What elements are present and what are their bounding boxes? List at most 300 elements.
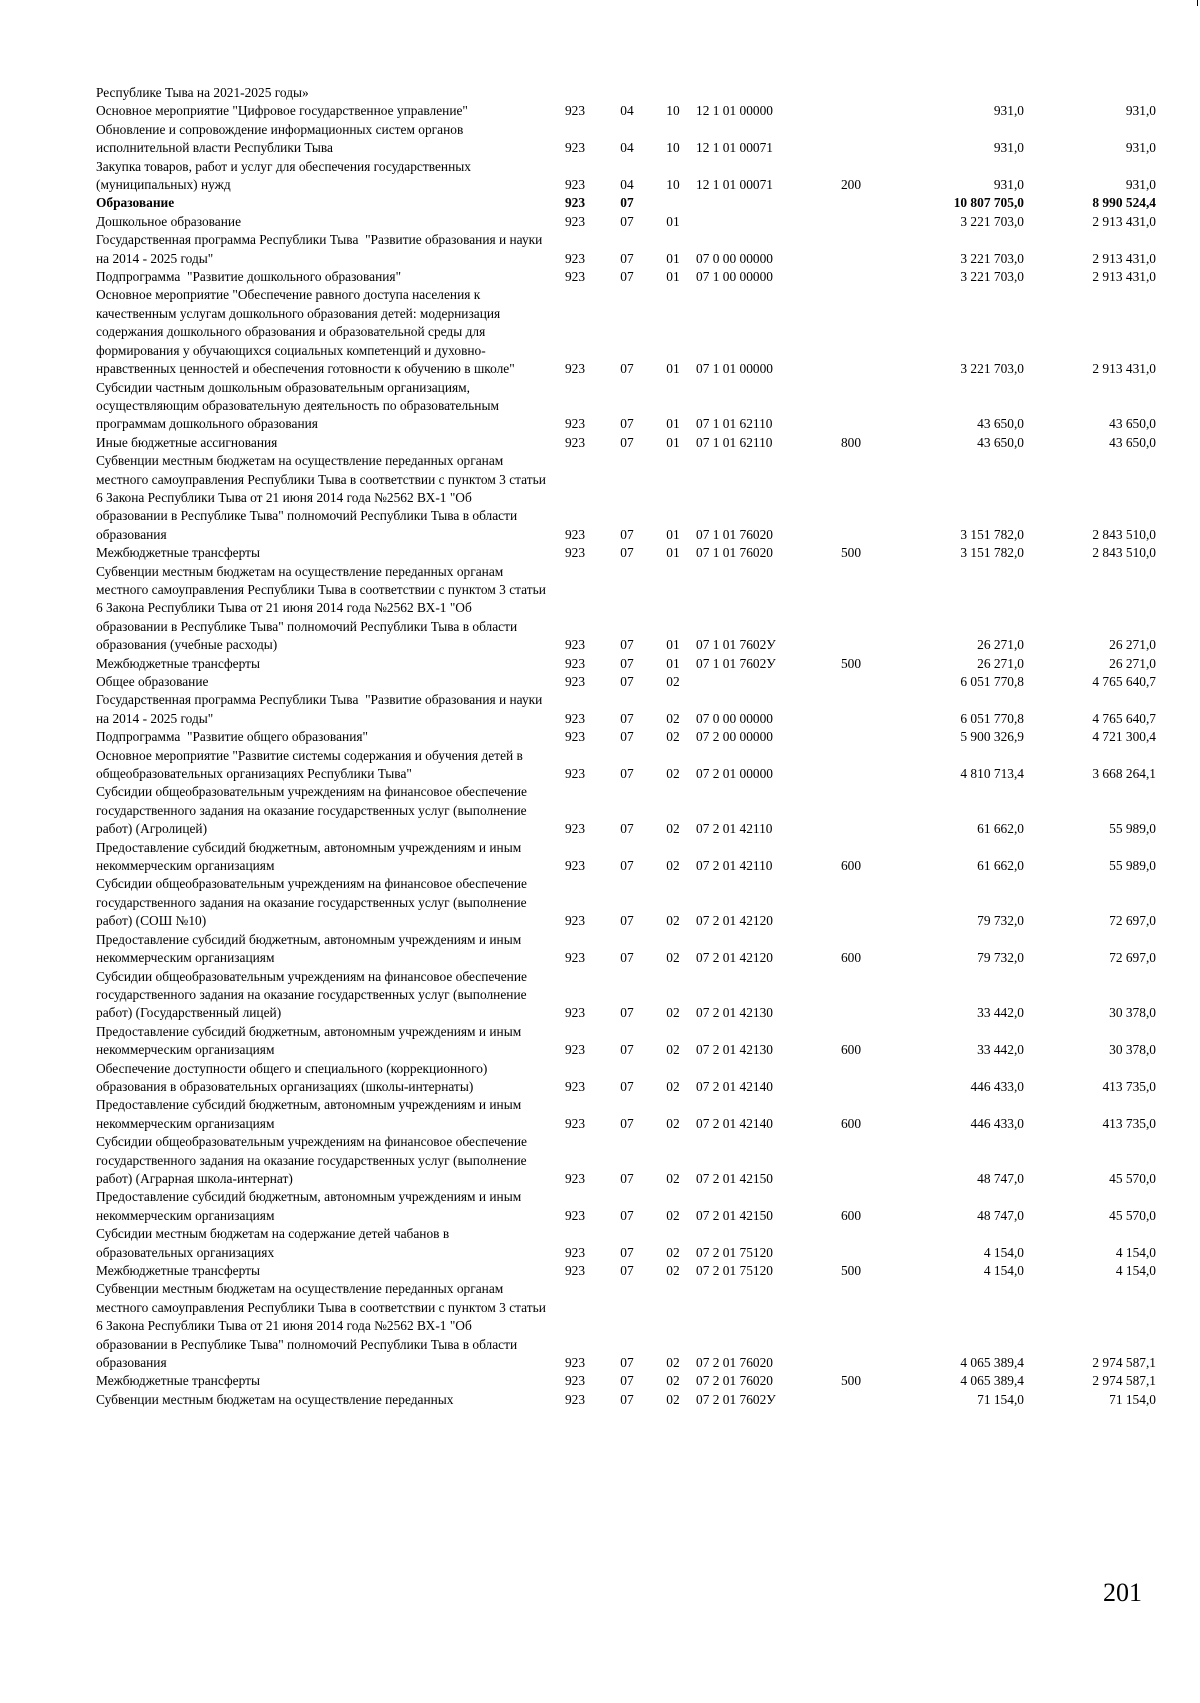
row-grbs: 923 bbox=[564, 1391, 586, 1407]
row-target-code: 07 1 01 76020 bbox=[696, 545, 773, 561]
row-name: Предоставление субсидий бюджетным, автономным учреждениям и иным некоммерческим организациям bbox=[96, 931, 525, 966]
row-section: 07 bbox=[620, 913, 634, 929]
row-subsection: 02 bbox=[666, 1078, 680, 1094]
row-name: Основное мероприятие "Цифровое государственное управление" bbox=[96, 103, 468, 119]
row-sum-year2: 43 650,0 bbox=[1109, 416, 1156, 432]
row-sum-year1: 6 051 770,8 bbox=[960, 674, 1024, 689]
row-subsection: 01 bbox=[666, 545, 680, 561]
row-expense-type: 600 bbox=[840, 1115, 862, 1131]
row-expense-type bbox=[828, 968, 874, 1023]
row-sum-year2: 413 735,0 bbox=[1102, 1078, 1156, 1094]
row-name: Образование bbox=[96, 195, 175, 211]
row-subsection: 01 bbox=[666, 213, 680, 229]
row-name: Субсидии общеобразовательным учреждениям на финансовое обеспечение государственного задания на оказание государственных услуг (выполнение работ) (СОШ №10) bbox=[96, 876, 531, 929]
row-expense-type bbox=[828, 875, 874, 930]
row-subsection: 01 bbox=[666, 269, 680, 285]
table-row bbox=[96, 1225, 1156, 1262]
row-subsection: 02 bbox=[666, 1355, 680, 1371]
row-expense-type: 800 bbox=[840, 434, 862, 450]
row-expense-type: 500 bbox=[840, 1263, 862, 1278]
row-sum-year2: 55 989,0 bbox=[1109, 858, 1156, 874]
row-sum-year2: 72 697,0 bbox=[1109, 913, 1156, 929]
row-grbs: 923 bbox=[564, 545, 586, 561]
row-sum-year2: 3 668 264,1 bbox=[1092, 766, 1156, 782]
row-sum-year1: 61 662,0 bbox=[977, 858, 1024, 874]
row-subsection: 02 bbox=[666, 1244, 680, 1260]
table-row bbox=[96, 747, 1156, 784]
row-subsection: 02 bbox=[666, 1042, 680, 1058]
row-sum-year1: 446 433,0 bbox=[970, 1115, 1024, 1131]
row-grbs: 923 bbox=[564, 821, 586, 837]
row-expense-type: 600 bbox=[840, 1207, 862, 1223]
row-section: 04 bbox=[620, 103, 634, 119]
budget-table bbox=[96, 84, 1156, 1409]
row-sum-year1: 4 065 389,4 bbox=[960, 1373, 1024, 1389]
row-section: 07 bbox=[620, 361, 634, 377]
row-sum-year2: 2 974 587,1 bbox=[1092, 1373, 1156, 1389]
row-section: 07 bbox=[620, 526, 634, 542]
row-grbs: 923 bbox=[564, 1244, 586, 1260]
row-sum-year2: 931,0 bbox=[1125, 140, 1156, 156]
table-row bbox=[96, 673, 1156, 691]
row-sum-year1: 5 900 326,9 bbox=[960, 729, 1024, 745]
row-sum-year1 bbox=[874, 84, 1024, 102]
row-grbs: 923 bbox=[564, 1115, 586, 1131]
row-subsection: 01 bbox=[666, 434, 680, 450]
budget-document bbox=[96, 84, 1156, 1409]
table-row bbox=[96, 286, 1156, 378]
row-name: Субсидии общеобразовательным учреждениям на финансовое обеспечение государственного задания на оказание государственных услуг (выполнение работ) (Государственный лицей) bbox=[96, 968, 531, 1021]
row-target-code: 07 2 01 42140 bbox=[696, 1115, 773, 1131]
row-target-code: 07 1 01 62110 bbox=[696, 416, 773, 432]
row-section bbox=[604, 84, 650, 102]
table-row bbox=[96, 194, 1156, 212]
row-target-code: 07 2 01 42120 bbox=[696, 950, 773, 966]
row-sum-year1: 61 662,0 bbox=[977, 821, 1024, 837]
row-sum-year2: 43 650,0 bbox=[1109, 434, 1156, 450]
row-section: 07 bbox=[620, 1373, 634, 1389]
row-target-code bbox=[696, 673, 828, 691]
row-sum-year2: 931,0 bbox=[1125, 177, 1156, 193]
table-row bbox=[96, 231, 1156, 268]
row-sum-year2: 71 154,0 bbox=[1109, 1391, 1156, 1407]
row-sum-year2: 55 989,0 bbox=[1109, 821, 1156, 837]
row-target-code: 12 1 01 00071 bbox=[696, 177, 773, 193]
table-row bbox=[96, 544, 1156, 562]
row-subsection: 01 bbox=[666, 526, 680, 542]
row-sum-year2: 2 913 431,0 bbox=[1092, 269, 1156, 285]
row-section: 07 bbox=[620, 1005, 634, 1021]
table-row bbox=[96, 1096, 1156, 1133]
table-row bbox=[96, 452, 1156, 544]
table-row bbox=[96, 1188, 1156, 1225]
row-sum-year1: 43 650,0 bbox=[977, 416, 1024, 432]
row-subsection: 02 bbox=[666, 1170, 680, 1186]
row-target-code: 12 1 01 00000 bbox=[696, 103, 773, 119]
row-sum-year1: 4 154,0 bbox=[983, 1263, 1024, 1278]
row-sum-year2: 4 721 300,4 bbox=[1092, 729, 1156, 745]
row-expense-type bbox=[828, 563, 874, 655]
table-row bbox=[96, 1280, 1156, 1372]
row-sum-year1: 79 732,0 bbox=[977, 950, 1024, 966]
row-section: 07 bbox=[620, 1263, 634, 1278]
row-subsection: 02 bbox=[666, 950, 680, 966]
row-target-code: 07 2 01 42120 bbox=[696, 913, 773, 929]
row-expense-type bbox=[828, 1060, 874, 1097]
row-subsection bbox=[650, 194, 696, 212]
row-sum-year1: 931,0 bbox=[993, 177, 1024, 193]
row-grbs: 923 bbox=[564, 1355, 586, 1371]
row-target-code: 07 2 01 75120 bbox=[696, 1263, 773, 1278]
row-grbs: 923 bbox=[564, 269, 586, 285]
row-name: Межбюджетные трансферты bbox=[96, 545, 260, 561]
row-grbs: 923 bbox=[564, 913, 586, 929]
row-section: 07 bbox=[620, 637, 634, 653]
table-row bbox=[96, 931, 1156, 968]
row-section: 07 bbox=[620, 1042, 634, 1058]
row-sum-year1: 71 154,0 bbox=[977, 1391, 1024, 1407]
row-target-code: 07 2 01 7602У bbox=[696, 1391, 776, 1407]
row-name: Предоставление субсидий бюджетным, автономным учреждениям и иным некоммерческим организациям bbox=[96, 839, 525, 874]
row-sum-year1: 3 221 703,0 bbox=[960, 250, 1024, 266]
row-target-code: 07 0 00 00000 bbox=[696, 710, 773, 726]
row-subsection bbox=[650, 84, 696, 102]
row-section: 07 bbox=[620, 1115, 634, 1131]
row-name: Предоставление субсидий бюджетным, автономным учреждениям и иным некоммерческим организациям bbox=[96, 1097, 525, 1131]
row-sum-year1: 931,0 bbox=[993, 140, 1024, 156]
row-sum-year2: 4 765 640,7 bbox=[1092, 674, 1156, 689]
table-row bbox=[96, 783, 1156, 838]
row-target-code: 07 1 01 62110 bbox=[696, 434, 773, 450]
row-sum-year2: 30 378,0 bbox=[1109, 1042, 1156, 1058]
table-row bbox=[96, 434, 1156, 452]
row-subsection: 01 bbox=[666, 250, 680, 266]
row-sum-year1: 6 051 770,8 bbox=[960, 710, 1024, 726]
row-name: Субсидии общеобразовательным учреждениям на финансовое обеспечение государственного задания на оказание государственных услуг (выполнение работ) (Аграрная школа-интернат) bbox=[96, 1134, 531, 1186]
row-name: Субсидии общеобразовательным учреждениям на финансовое обеспечение государственного задания на оказание государственных услуг (выполнение работ) (Агролицей) bbox=[96, 784, 531, 837]
row-subsection: 01 bbox=[666, 416, 680, 432]
row-target-code: 07 1 01 00000 bbox=[696, 361, 773, 377]
row-section: 07 bbox=[620, 213, 634, 229]
row-section: 07 bbox=[620, 821, 634, 837]
row-sum-year1: 3 151 782,0 bbox=[960, 545, 1024, 561]
row-target-code bbox=[696, 213, 828, 231]
row-sum-year2 bbox=[1024, 84, 1156, 102]
row-name: Иные бюджетные ассигнования bbox=[96, 434, 278, 450]
row-sum-year2: 931,0 bbox=[1125, 103, 1156, 119]
row-expense-type bbox=[828, 379, 874, 434]
table-row bbox=[96, 655, 1156, 673]
table-row bbox=[96, 563, 1156, 655]
row-subsection: 01 bbox=[666, 637, 680, 653]
row-expense-type bbox=[828, 1225, 874, 1262]
row-sum-year1: 79 732,0 bbox=[977, 913, 1024, 929]
row-subsection: 10 bbox=[666, 103, 680, 119]
row-expense-type bbox=[828, 268, 874, 286]
row-name: Общее образование bbox=[96, 674, 209, 689]
row-expense-type bbox=[828, 783, 874, 838]
row-name: Межбюджетные трансферты bbox=[96, 655, 260, 671]
row-name: Субсидии местным бюджетам на содержание детей чабанов в образовательных организациях bbox=[96, 1226, 453, 1260]
row-section: 07 bbox=[620, 1391, 634, 1407]
row-name: Дошкольное образование bbox=[96, 213, 242, 229]
row-grbs: 923 bbox=[564, 250, 586, 266]
row-subsection: 10 bbox=[666, 177, 680, 193]
row-sum-year1: 48 747,0 bbox=[977, 1170, 1024, 1186]
row-name: Обеспечение доступности общего и специального (коррекционного) образования в образовательных организациях (школы-интернаты) bbox=[96, 1060, 491, 1094]
row-sum-year2: 2 913 431,0 bbox=[1092, 361, 1156, 377]
row-section: 07 bbox=[620, 1078, 634, 1094]
row-sum-year1: 4 810 713,4 bbox=[960, 766, 1024, 782]
row-grbs: 923 bbox=[564, 637, 586, 653]
row-grbs: 923 bbox=[564, 950, 586, 966]
row-expense-type bbox=[828, 84, 874, 102]
row-grbs: 923 bbox=[564, 434, 586, 450]
table-row bbox=[96, 158, 1156, 195]
row-section: 07 bbox=[620, 434, 634, 450]
table-row bbox=[96, 1023, 1156, 1060]
row-expense-type: 200 bbox=[840, 177, 862, 193]
row-grbs: 923 bbox=[564, 1078, 586, 1094]
row-name: Государственная программа Республики Тыва "Развитие образования и науки на 2014 - 2025 годы" bbox=[96, 692, 546, 726]
row-target-code: 07 2 01 42110 bbox=[696, 821, 773, 837]
row-sum-year1: 3 221 703,0 bbox=[960, 213, 1024, 229]
row-name: Подпрограмма "Развитие дошкольного образования" bbox=[96, 269, 402, 285]
row-grbs: 923 bbox=[564, 674, 586, 689]
row-section: 07 bbox=[620, 1170, 634, 1186]
row-sum-year2: 413 735,0 bbox=[1102, 1115, 1156, 1131]
table-row bbox=[96, 1060, 1156, 1097]
row-expense-type: 500 bbox=[840, 545, 862, 561]
row-target-code: 07 2 01 76020 bbox=[696, 1355, 773, 1371]
row-grbs: 923 bbox=[564, 361, 586, 377]
row-grbs bbox=[546, 84, 604, 102]
row-section: 07 bbox=[620, 269, 634, 285]
row-sum-year1: 3 221 703,0 bbox=[960, 269, 1024, 285]
row-subsection: 02 bbox=[666, 821, 680, 837]
row-grbs: 923 bbox=[564, 655, 586, 671]
row-subsection: 02 bbox=[666, 1207, 680, 1223]
row-target-code: 07 1 01 7602У bbox=[696, 655, 776, 671]
row-subsection: 02 bbox=[666, 674, 680, 689]
row-subsection: 02 bbox=[666, 1391, 680, 1407]
row-expense-type: 600 bbox=[840, 1042, 862, 1058]
page-number: 201 bbox=[1103, 1578, 1142, 1607]
row-target-code: 12 1 01 00071 bbox=[696, 140, 773, 156]
row-section: 07 bbox=[620, 250, 634, 266]
row-grbs: 923 bbox=[564, 177, 586, 193]
row-expense-type bbox=[828, 102, 874, 120]
row-target-code: 07 2 01 42150 bbox=[696, 1170, 773, 1186]
row-target-code bbox=[696, 194, 828, 212]
row-sum-year2: 2 913 431,0 bbox=[1092, 213, 1156, 229]
row-sum-year1: 3 151 782,0 bbox=[960, 526, 1024, 542]
row-grbs: 923 bbox=[564, 195, 586, 211]
row-grbs: 923 bbox=[564, 1263, 586, 1278]
row-section: 04 bbox=[620, 140, 634, 156]
row-name: Предоставление субсидий бюджетным, автономным учреждениям и иным некоммерческим организациям bbox=[96, 1189, 525, 1223]
row-grbs: 923 bbox=[564, 1373, 586, 1389]
row-subsection: 02 bbox=[666, 1263, 680, 1278]
row-sum-year2: 26 271,0 bbox=[1109, 655, 1156, 671]
row-sum-year1: 3 221 703,0 bbox=[960, 361, 1024, 377]
row-name: Основное мероприятие "Обеспечение равного доступа населения к качественным услугам дошкольного образования детей: модернизация содержания дошкольного образования и образовательной среды для формирования у обучающихся социальных компетенций и духовно-нравственных ценностей и обеспечения готовности к обучению в школе" bbox=[96, 287, 515, 377]
row-expense-type bbox=[828, 1391, 874, 1409]
table-row bbox=[96, 968, 1156, 1023]
row-subsection: 10 bbox=[666, 140, 680, 156]
row-grbs: 923 bbox=[564, 213, 586, 229]
row-sum-year2: 72 697,0 bbox=[1109, 950, 1156, 966]
row-name: Закупка товаров, работ и услуг для обеспечения государственных (муниципальных) нужд bbox=[96, 158, 475, 193]
row-subsection: 02 bbox=[666, 858, 680, 874]
row-sum-year2: 30 378,0 bbox=[1109, 1005, 1156, 1021]
row-name: Межбюджетные трансферты bbox=[96, 1263, 260, 1278]
row-expense-type bbox=[828, 194, 874, 212]
row-grbs: 923 bbox=[564, 729, 586, 745]
table-row bbox=[96, 1372, 1156, 1390]
row-target-code: 07 1 00 00000 bbox=[696, 269, 773, 285]
row-name: Субвенции местным бюджетам на осуществление переданных органам местного самоуправления Республики Тыва в соответствии с пунктом 3 статьи 6 Закона Республики Тыва от 21 июня 2014 года №2562 ВХ-1 "Об образовании в Республике Тыва" полномочий Республики Тыва в области образования bbox=[96, 453, 550, 542]
row-subsection: 02 bbox=[666, 1115, 680, 1131]
row-name: Субсидии частным дошкольным образовательным организациям, осуществляющим образовательную деятельность по образовательным программам дошкольного образования bbox=[96, 379, 503, 432]
row-grbs: 923 bbox=[564, 416, 586, 432]
row-sum-year2: 8 990 524,4 bbox=[1092, 195, 1156, 211]
row-expense-type bbox=[828, 691, 874, 728]
row-sum-year1: 446 433,0 bbox=[970, 1078, 1024, 1094]
row-sum-year1: 33 442,0 bbox=[977, 1042, 1024, 1058]
row-target-code: 07 2 01 42130 bbox=[696, 1042, 773, 1058]
row-sum-year2: 2 843 510,0 bbox=[1092, 526, 1156, 542]
row-name: Субвенции местным бюджетам на осуществление переданных органам местного самоуправления Республики Тыва в соответствии с пунктом 3 статьи 6 Закона Республики Тыва от 21 июня 2014 года №2562 ВХ-1 "Об образовании в Республике Тыва" полномочий Республики Тыва в области образования (учебные расходы) bbox=[96, 563, 550, 653]
row-expense-type: 500 bbox=[840, 1373, 862, 1389]
table-row bbox=[96, 728, 1156, 746]
table-row bbox=[96, 875, 1156, 930]
row-section: 07 bbox=[620, 766, 634, 782]
table-row bbox=[96, 1262, 1156, 1280]
row-target-code: 07 0 00 00000 bbox=[696, 250, 773, 266]
table-row bbox=[96, 102, 1156, 120]
row-section: 07 bbox=[620, 195, 634, 211]
row-target-code: 07 2 00 00000 bbox=[696, 729, 773, 745]
row-name: Подпрограмма "Развитие общего образования" bbox=[96, 729, 368, 745]
row-section: 07 bbox=[620, 729, 634, 745]
table-row bbox=[96, 691, 1156, 728]
row-name: Предоставление субсидий бюджетным, автономным учреждениям и иным некоммерческим организациям bbox=[96, 1023, 525, 1058]
row-section: 07 bbox=[620, 858, 634, 874]
row-target-code: 07 2 01 76020 bbox=[696, 1373, 773, 1389]
row-expense-type bbox=[828, 213, 874, 231]
row-sum-year1: 4 154,0 bbox=[983, 1244, 1024, 1260]
row-sum-year2: 4 154,0 bbox=[1115, 1244, 1156, 1260]
row-target-code: 07 2 01 42110 bbox=[696, 858, 773, 874]
row-sum-year2: 4 154,0 bbox=[1115, 1263, 1156, 1278]
table-row bbox=[96, 379, 1156, 434]
row-sum-year2: 45 570,0 bbox=[1109, 1170, 1156, 1186]
row-grbs: 923 bbox=[564, 1170, 586, 1186]
row-subsection: 02 bbox=[666, 913, 680, 929]
row-expense-type bbox=[828, 286, 874, 378]
row-sum-year1: 26 271,0 bbox=[977, 637, 1024, 653]
row-subsection: 01 bbox=[666, 655, 680, 671]
row-name: Субвенции местным бюджетам на осуществление переданных органам местного самоуправления Республики Тыва в соответствии с пунктом 3 статьи 6 Закона Республики Тыва от 21 июня 2014 года №2562 ВХ-1 "Об образовании в Республике Тыва" полномочий Республики Тыва в области образования bbox=[96, 1281, 550, 1371]
table-row bbox=[96, 121, 1156, 158]
row-grbs: 923 bbox=[564, 103, 586, 119]
row-sum-year1: 48 747,0 bbox=[977, 1207, 1024, 1223]
row-grbs: 923 bbox=[564, 140, 586, 156]
row-name: Субвенции местным бюджетам на осуществление переданных bbox=[96, 1391, 454, 1407]
row-subsection: 02 bbox=[666, 1373, 680, 1389]
row-sum-year1: 26 271,0 bbox=[977, 655, 1024, 671]
row-name: Обновление и сопровождение информационных систем органов исполнительной власти Республики Тыва bbox=[96, 121, 467, 156]
row-section: 07 bbox=[620, 1244, 634, 1260]
row-name: Основное мероприятие "Развитие системы содержания и обучения детей в общеобразовательных организациях Республики Тыва" bbox=[96, 747, 527, 782]
table-row bbox=[96, 1133, 1156, 1188]
row-grbs: 923 bbox=[564, 1005, 586, 1021]
table-row bbox=[96, 213, 1156, 231]
table-row bbox=[96, 268, 1156, 286]
row-sum-year2: 4 765 640,7 bbox=[1092, 710, 1156, 726]
row-section: 07 bbox=[620, 710, 634, 726]
budget-table-body bbox=[96, 84, 1156, 1409]
row-expense-type bbox=[828, 231, 874, 268]
row-expense-type: 500 bbox=[840, 655, 862, 671]
row-sum-year2: 2 913 431,0 bbox=[1092, 250, 1156, 266]
row-sum-year1: 43 650,0 bbox=[977, 434, 1024, 450]
row-expense-type bbox=[828, 673, 874, 691]
row-target-code: 07 2 01 75120 bbox=[696, 1244, 773, 1260]
row-section: 07 bbox=[620, 674, 634, 689]
row-sum-year2: 45 570,0 bbox=[1109, 1207, 1156, 1223]
row-subsection: 02 bbox=[666, 1005, 680, 1021]
row-sum-year1: 33 442,0 bbox=[977, 1005, 1024, 1021]
row-name: Межбюджетные трансферты bbox=[96, 1373, 260, 1389]
table-row bbox=[96, 839, 1156, 876]
row-expense-type bbox=[828, 452, 874, 544]
row-expense-type bbox=[828, 1133, 874, 1188]
row-expense-type bbox=[828, 121, 874, 158]
row-section: 07 bbox=[620, 1207, 634, 1223]
row-grbs: 923 bbox=[564, 766, 586, 782]
row-sum-year1: 931,0 bbox=[993, 103, 1024, 119]
row-sum-year2: 2 974 587,1 bbox=[1092, 1355, 1156, 1371]
table-row bbox=[96, 84, 1156, 102]
row-target-code: 07 2 01 42140 bbox=[696, 1078, 773, 1094]
row-target-code: 07 1 01 76020 bbox=[696, 526, 773, 542]
row-expense-type bbox=[828, 747, 874, 784]
row-expense-type bbox=[828, 1280, 874, 1372]
row-sum-year2: 26 271,0 bbox=[1109, 637, 1156, 653]
row-target-code: 07 1 01 7602У bbox=[696, 637, 776, 653]
row-section: 07 bbox=[620, 1355, 634, 1371]
row-name: Государственная программа Республики Тыва "Развитие образования и науки на 2014 - 2025 годы" bbox=[96, 232, 546, 266]
row-grbs: 923 bbox=[564, 858, 586, 874]
row-section: 07 bbox=[620, 655, 634, 671]
row-section: 07 bbox=[620, 545, 634, 561]
row-sum-year1: 10 807 705,0 bbox=[953, 195, 1024, 211]
row-sum-year1: 4 065 389,4 bbox=[960, 1355, 1024, 1371]
row-sum-year2: 2 843 510,0 bbox=[1092, 545, 1156, 561]
row-expense-type: 600 bbox=[840, 858, 862, 874]
row-name: Республике Тыва на 2021-2025 годы» bbox=[96, 85, 309, 100]
row-target-code: 07 2 01 42150 bbox=[696, 1207, 773, 1223]
table-row bbox=[96, 1391, 1156, 1409]
row-subsection: 02 bbox=[666, 710, 680, 726]
row-subsection: 02 bbox=[666, 766, 680, 782]
row-target-code: 07 2 01 42130 bbox=[696, 1005, 773, 1021]
row-target-code bbox=[696, 84, 828, 102]
row-subsection: 01 bbox=[666, 361, 680, 377]
row-section: 07 bbox=[620, 416, 634, 432]
